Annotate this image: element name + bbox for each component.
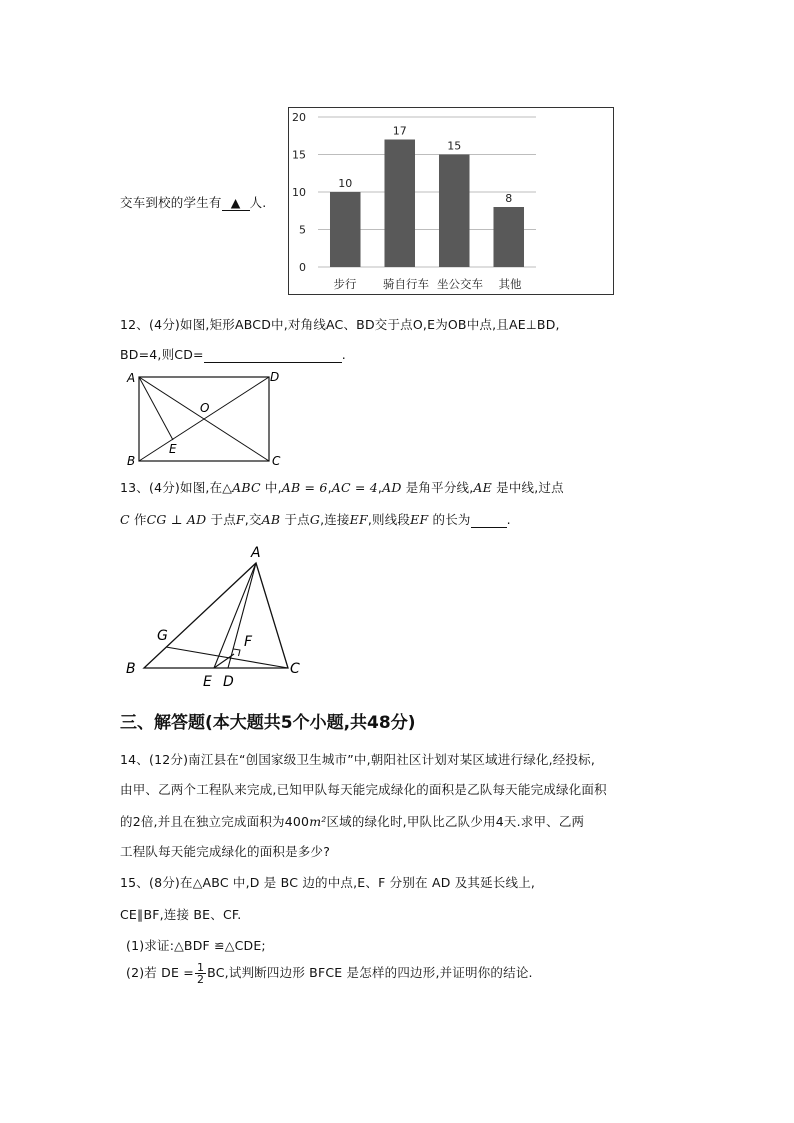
q14-line3-a: 的2倍,并且在独立完成面积为400 <box>120 814 310 829</box>
label-e: E <box>203 674 212 690</box>
q14-line2: 由甲、乙两个工程队来完成,已知甲队每天能完成绿化的面积是乙队每天能完成绿化面积 <box>120 782 607 797</box>
q13-answer-blank <box>471 512 507 528</box>
bar <box>439 155 470 268</box>
q15-fraction <box>195 962 206 985</box>
label-o: O <box>200 401 210 415</box>
x-tick-label: 其他 <box>498 277 522 291</box>
bar <box>384 140 415 268</box>
q15-part2 <box>126 962 533 985</box>
q13-line2 <box>120 510 511 528</box>
q13-triangle-figure <box>120 540 310 690</box>
fraction-numerator: 1 <box>196 961 205 974</box>
y-tick-label: 15 <box>292 148 306 162</box>
q13-l1-p2: 中, <box>260 480 282 495</box>
fraction-denominator: 2 <box>196 973 205 986</box>
q12-line2-text: BD=4,则CD= <box>120 347 204 362</box>
bar <box>330 192 361 267</box>
bar-value-label: 17 <box>392 124 407 138</box>
section-heading: 三、解答题(本大题共5个小题,共48分) <box>120 713 416 733</box>
q12-rectangle-figure <box>118 365 293 470</box>
q12-answer-blank <box>204 347 342 363</box>
q13-l2-p7: 于点 <box>280 512 310 527</box>
q13-l2-p9: ,连接 <box>320 512 350 527</box>
bar <box>493 207 524 267</box>
segment-cg <box>166 647 288 668</box>
q13-line1 <box>120 478 564 496</box>
q11-blank-mark: ▲ <box>230 195 241 210</box>
q13-l1-abc: ABC <box>232 480 261 495</box>
q11-text <box>120 193 266 211</box>
q13-l1-p10: 是中线,过点 <box>491 480 564 495</box>
q13-l2-p1: 作 <box>129 512 147 527</box>
q15-part2-a: (2)若 DE = <box>126 965 194 980</box>
q12-end: . <box>341 347 346 362</box>
q13-l2-f: F <box>235 512 245 527</box>
y-tick-label: 20 <box>292 111 306 124</box>
q14-line1: 14、(12分)南江县在“创国家级卫生城市”中,朝阳社区计划对某区域进行绿化,经投标, <box>120 752 596 767</box>
label-c: C <box>272 454 281 468</box>
label-f: F <box>244 634 253 650</box>
label-g: G <box>157 628 168 644</box>
q13-l2-ef: EF <box>349 512 368 527</box>
q13-l1-p8: 是角平分线, <box>401 480 474 495</box>
q13-l2-p5: ,交 <box>244 512 262 527</box>
right-angle-mark <box>234 649 241 656</box>
q13-l2-c: C <box>120 512 130 527</box>
q13-l1-ab6: AB = 6 <box>281 480 328 495</box>
label-a: A <box>251 545 261 561</box>
q15-line1: 15、(8分)在△ABC 中,D 是 BC 边的中点,E、F 分别在 AD 及其延长线上, <box>120 875 536 890</box>
q13-l2-p11: ,则线段 <box>367 512 411 527</box>
q13-end: . <box>506 512 511 527</box>
bar-value-label: 15 <box>447 139 462 153</box>
x-tick-label: 步行 <box>333 277 357 291</box>
y-tick-label: 0 <box>299 261 306 274</box>
x-tick-label: 骑自行车 <box>383 277 429 291</box>
q13-l2-ab: AB <box>261 512 281 527</box>
label-d: D <box>270 370 280 384</box>
q14-line4: 工程队每天能完成绿化的面积是多少? <box>120 844 331 859</box>
x-tick-label: 坐公交车 <box>437 277 483 291</box>
q12-line2 <box>120 345 346 363</box>
label-a: A <box>127 371 136 385</box>
y-tick-label: 10 <box>292 186 306 199</box>
label-e: E <box>169 442 177 456</box>
q14-line3-b: 区域的绿化时,甲队比乙队少用4天.求甲、乙两 <box>326 814 585 829</box>
triangle-abc <box>144 563 288 668</box>
q13-l1-ad: AD <box>382 480 402 495</box>
q11-answer-blank <box>222 195 250 211</box>
bar-chart <box>288 107 616 297</box>
q13-l2-ef2: EF <box>410 512 429 527</box>
y-tick-label: 5 <box>299 223 306 237</box>
bar-value-label: 10 <box>338 177 353 190</box>
label-b: B <box>127 454 136 468</box>
q11-text-main: 交车到校的学生有 <box>120 195 222 210</box>
bar-value-label: 8 <box>505 192 513 205</box>
q13-l2-p13: 的长为 <box>428 512 471 527</box>
bisector-ad <box>228 563 256 668</box>
label-d: D <box>223 674 234 690</box>
q14-line3 <box>120 812 584 830</box>
q11-text-tail: 人. <box>249 195 267 210</box>
q13-l1-p4: , <box>327 480 332 495</box>
q13-l1-p6: , <box>377 480 383 495</box>
q12-line1: 12、(4分)如图,矩形ABCD中,对角线AC、BD交于点O,E为OB中点,且AE⊥BD, <box>120 317 560 332</box>
q14-unit: m² <box>309 814 327 829</box>
median-ae <box>214 563 256 668</box>
q13-l1-p0: 13、(4分)如图,在△ <box>120 480 233 495</box>
q13-l1-ac4: AC = 4 <box>331 480 378 495</box>
segment-ae <box>139 377 173 440</box>
q15-part1: (1)求证:△BDF ≌△CDE; <box>126 938 266 953</box>
q13-l1-ae: AE <box>473 480 492 495</box>
label-c: C <box>290 661 300 677</box>
q15-part2-b: BC,试判断四边形 BFCE 是怎样的四边形,并证明你的结论. <box>207 965 533 980</box>
label-b: B <box>126 661 136 677</box>
q15-line2: CE∥BF,连接 BE、CF. <box>120 907 242 922</box>
q13-l2-cgad: CG ⊥ AD <box>146 512 207 527</box>
q13-l2-g: G <box>309 512 321 527</box>
q13-l2-p3: 于点 <box>206 512 236 527</box>
